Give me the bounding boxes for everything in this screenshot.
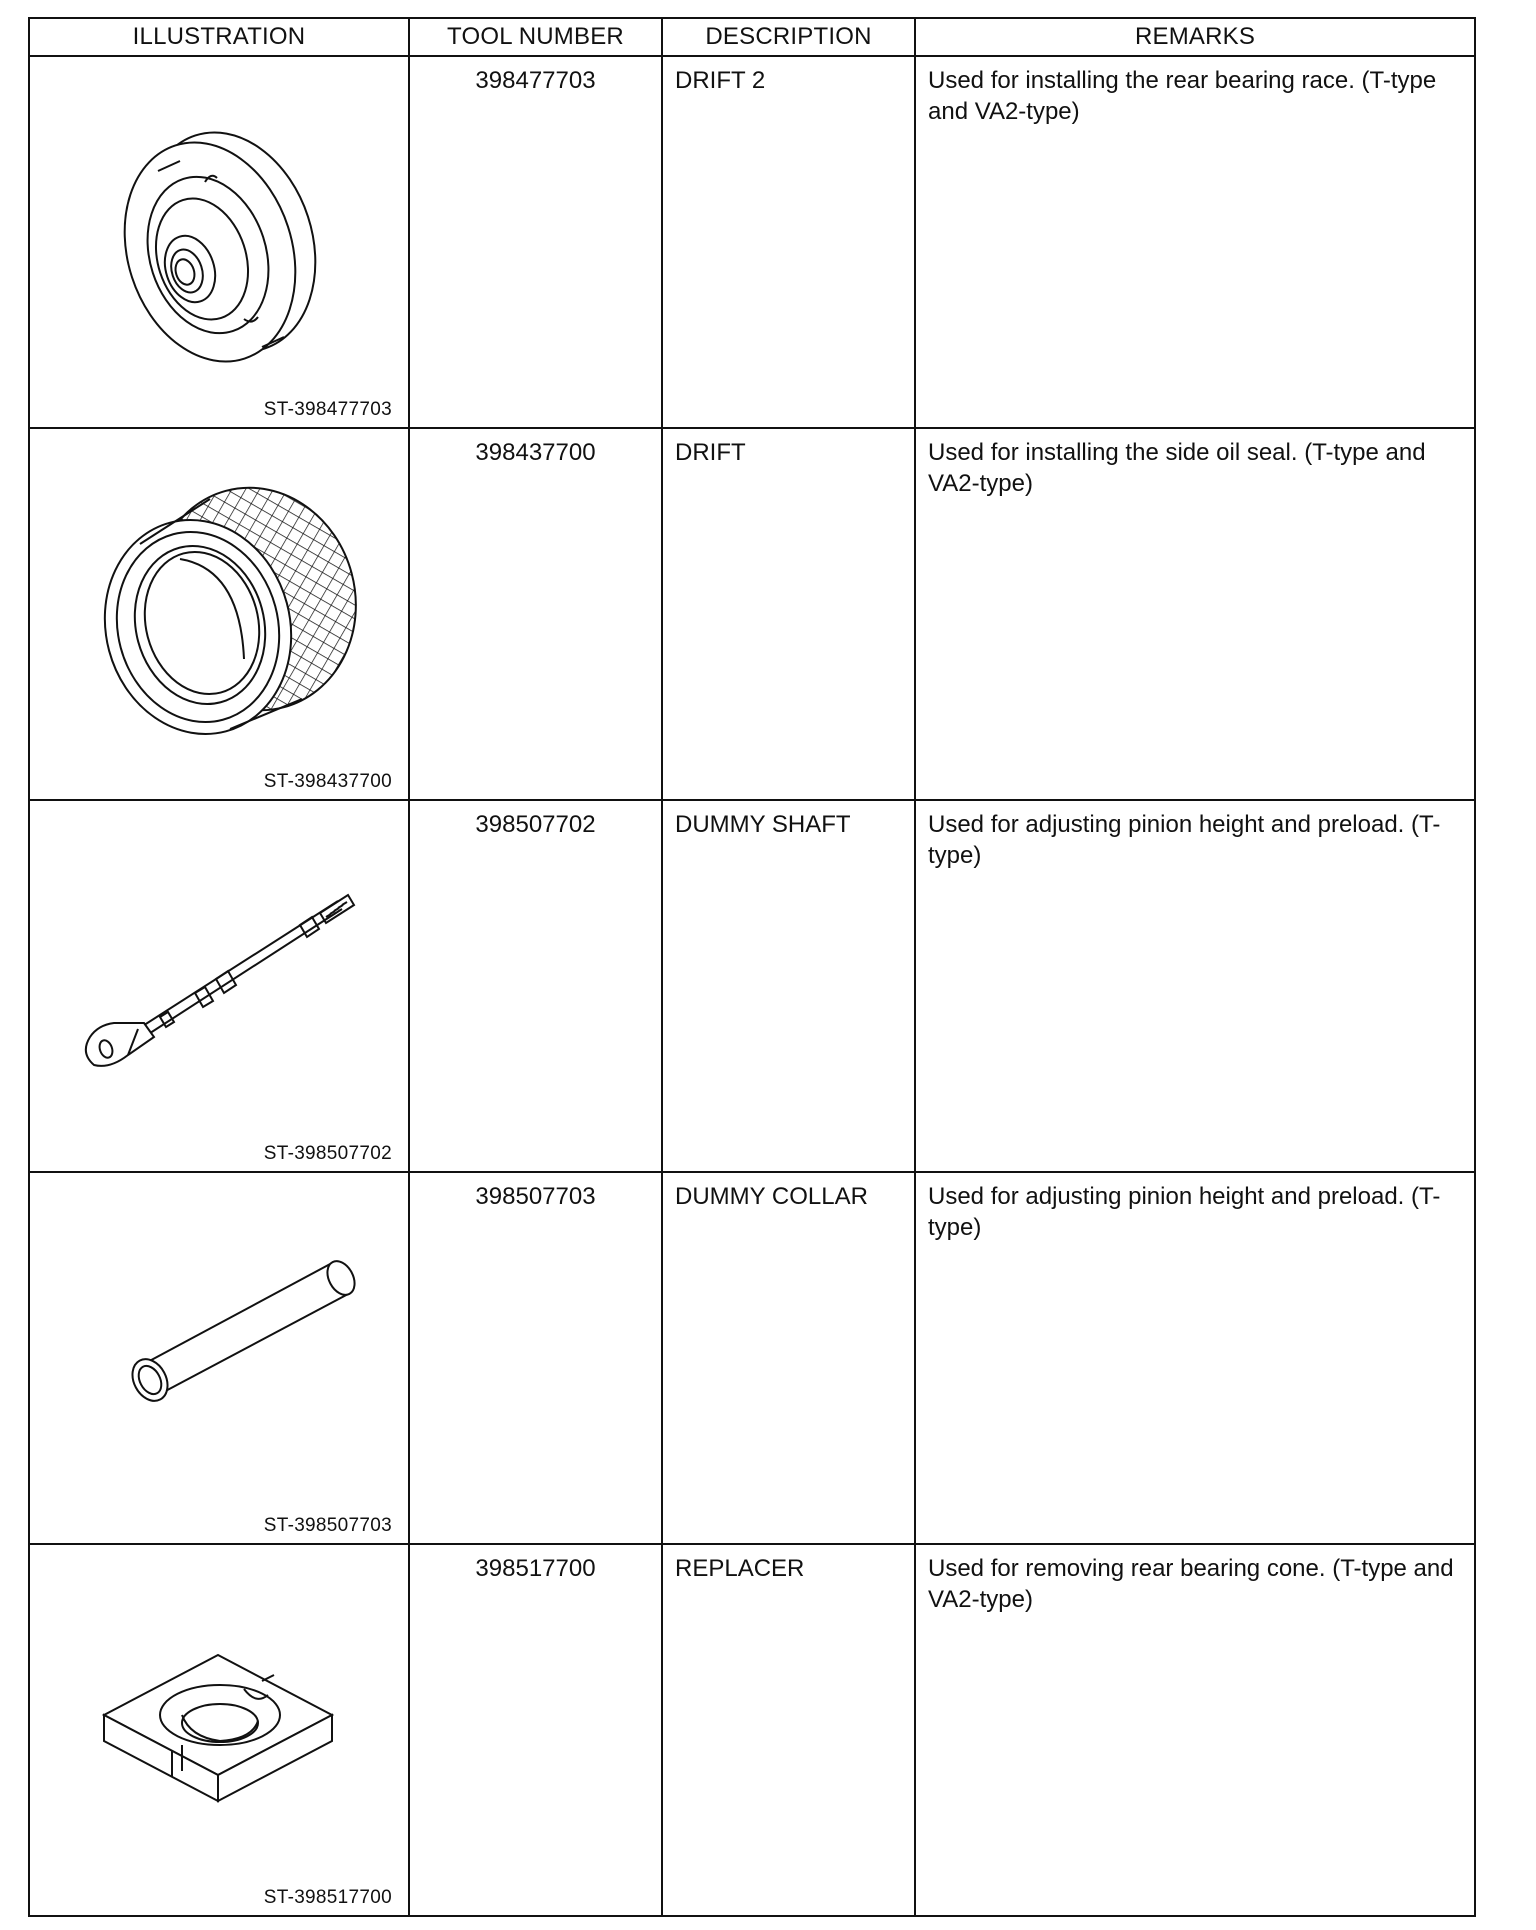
tool-number: 398507703 — [475, 1183, 596, 1210]
tool-number: 398517700 — [475, 1555, 596, 1582]
drift-2-icon — [30, 57, 408, 397]
dummy-shaft-icon — [30, 801, 408, 1141]
illustration-cell — [29, 1544, 409, 1916]
description: DUMMY SHAFT — [675, 811, 851, 838]
tool-number: 398437700 — [475, 439, 596, 466]
special-tools-table — [28, 17, 1476, 1917]
description-cell — [662, 1172, 915, 1544]
replacer-icon — [30, 1545, 408, 1885]
description-cell — [662, 56, 915, 428]
illustration-code: ST-398437700 — [263, 771, 392, 792]
illustration-cell — [29, 1172, 409, 1544]
tool-number-cell — [409, 800, 662, 1172]
description: DUMMY COLLAR — [675, 1183, 868, 1210]
illustration-cell — [29, 428, 409, 800]
table-row — [29, 1172, 1475, 1544]
illustration-cell — [29, 800, 409, 1172]
remarks-cell — [915, 56, 1475, 428]
header-illustration: ILLUSTRATION — [29, 18, 409, 56]
header-row — [29, 18, 1475, 56]
remarks-cell — [915, 800, 1475, 1172]
remarks-cell — [915, 428, 1475, 800]
illustration-cell — [29, 56, 409, 428]
illustration-code: ST-398507703 — [263, 1515, 392, 1536]
tool-number-cell — [409, 1544, 662, 1916]
remarks-cell — [915, 1544, 1475, 1916]
tool-number-cell — [409, 56, 662, 428]
description: REPLACER — [675, 1555, 805, 1582]
remarks: Used for adjusting pinion height and preload. (T-type) — [928, 811, 1441, 869]
remarks: Used for removing rear bearing cone. (T-type and VA2-type) — [928, 1555, 1454, 1613]
header-description: DESCRIPTION — [662, 18, 915, 56]
illustration-code: ST-398507702 — [263, 1143, 392, 1164]
illustration-code: ST-398517700 — [263, 1887, 392, 1908]
description-cell — [662, 428, 915, 800]
table-row — [29, 428, 1475, 800]
dummy-collar-icon — [30, 1173, 408, 1513]
table-row — [29, 1544, 1475, 1916]
header-remarks: REMARKS — [915, 18, 1475, 56]
table-row — [29, 800, 1475, 1172]
tool-number-cell — [409, 428, 662, 800]
remarks: Used for adjusting pinion height and preload. (T-type) — [928, 1183, 1441, 1241]
description: DRIFT — [675, 439, 746, 466]
description-cell — [662, 800, 915, 1172]
remarks-cell — [915, 1172, 1475, 1544]
description: DRIFT 2 — [675, 67, 766, 94]
remarks: Used for installing the rear bearing race. (T-type and VA2-type) — [928, 67, 1437, 125]
table-row — [29, 56, 1475, 428]
illustration-code: ST-398477703 — [263, 399, 392, 420]
tool-number: 398477703 — [475, 67, 596, 94]
description-cell — [662, 1544, 915, 1916]
remarks: Used for installing the side oil seal. (T-type and VA2-type) — [928, 439, 1426, 497]
header-tool-number: TOOL NUMBER — [409, 18, 662, 56]
tool-number: 398507702 — [475, 811, 596, 838]
drift-knurled-icon — [30, 429, 408, 769]
tool-number-cell — [409, 1172, 662, 1544]
